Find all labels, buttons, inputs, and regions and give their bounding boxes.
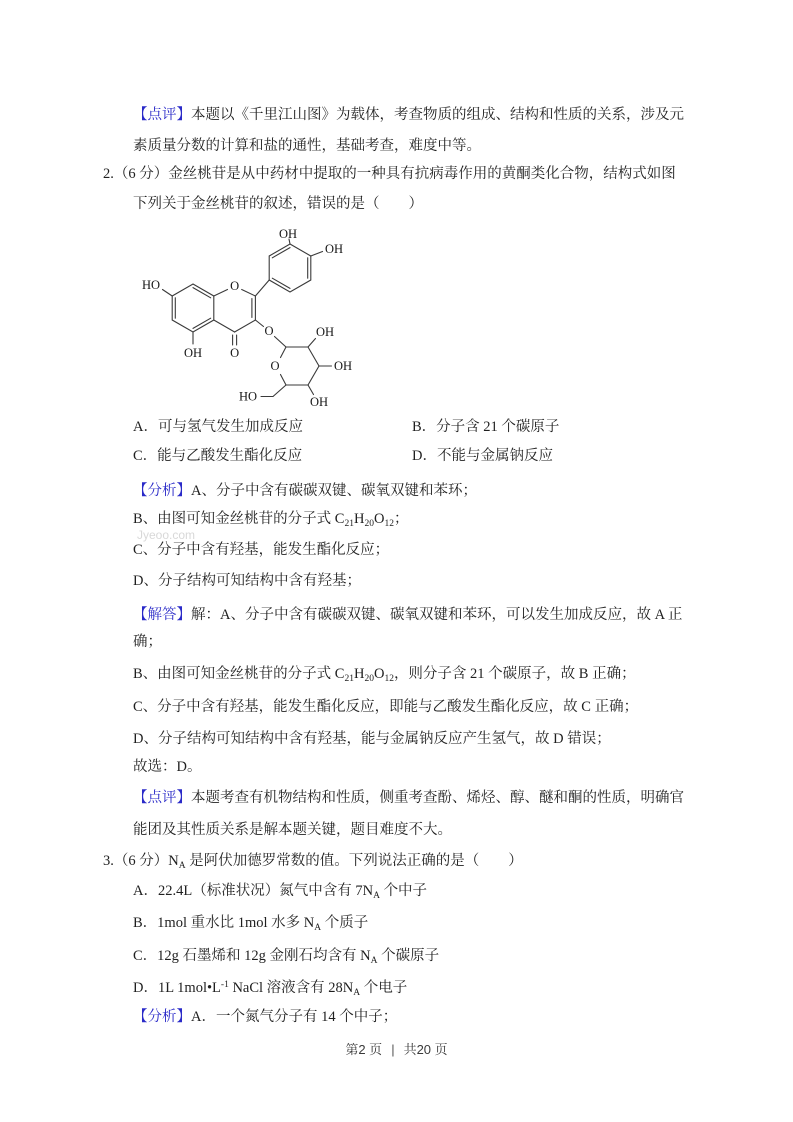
analysis-label: 【分析】: [133, 1009, 191, 1025]
q2-answer-line-4: C、分子中含有羟基，能发生酯化反应，即能与乙酸发生酯化反应，故 C 正确；: [133, 699, 639, 715]
footer-separator: |: [391, 1042, 395, 1057]
q2-analysis-line-4: D、分子结构可知结构中含有羟基；: [133, 573, 361, 589]
q3-number: 3.: [103, 853, 114, 869]
q2-review-line-2: 能团及其性质关系是解本题关键，题目难度不大。: [133, 822, 452, 838]
footer-page-number: 第2 页: [345, 1042, 383, 1057]
answer-text: 解：A、分子中含有碳碳双键、碳氧双键和苯环，可以发生加成反应，故 A 正: [191, 607, 683, 623]
review-label: 【点评】: [133, 107, 191, 123]
q2-option-b: B．分子含 21 个碳原子: [412, 419, 560, 435]
analysis-label: 【分析】: [133, 483, 191, 499]
q3-option-a: A．22.4L（标准状况）氮气中含有 $7N_A$ 个中子: [133, 883, 428, 901]
q2-answer-line-5: D、分子结构可知结构中含有羟基，能与金属钠反应产生氢气，故 D 错误；: [133, 731, 611, 747]
atom-label-pyran-o: O: [230, 279, 240, 293]
atom-label-oh5: OH: [183, 346, 203, 360]
q2-analysis-line-2: B、由图可知金丝桃苷的分子式 $C_{21}H_{20}O_{12}$；: [133, 511, 409, 529]
atom-label-sugar-oh4: OH: [309, 395, 329, 409]
q3-stem-text: （6 分）$N_A$ 是阿伏加德罗常数的值。下列说法正确的是（ ）: [113, 853, 523, 871]
q3-option-c: C．12g 石墨烯和 12g 金刚石均含有 $N_A$ 个碳原子: [133, 948, 440, 966]
q2-option-a: A．可与氢气发生加成反应: [133, 419, 303, 435]
q2-number: 2.: [103, 166, 114, 182]
atom-label-ho7: HO: [141, 278, 161, 292]
hyperoside-structure-image: [135, 228, 365, 410]
atom-label-catechol-oh-right: OH: [324, 242, 344, 256]
q3-option-d: D．1L $1mol•L^{-1}$ NaCl 溶液含有 $28N_A$ 个电子: [133, 980, 408, 998]
q2-option-d: D．不能与金属钠反应: [412, 448, 553, 464]
footer-total-pages: 共20 页: [403, 1042, 448, 1057]
review-label: 【点评】: [133, 790, 191, 806]
q2-answer-line-2: 确；: [133, 634, 162, 650]
analysis-text: A．一个氮气分子有 14 个中子；: [191, 1009, 398, 1025]
review-text: 本题考查有机物结构和性质，侧重考查酚、烯烃、醇、醚和酮的性质，明确官: [191, 790, 684, 806]
q2-option-c: C．能与乙酸发生酯化反应: [133, 448, 303, 464]
analysis-text: A、分子中含有碳碳双键、碳氧双键和苯环；: [191, 483, 477, 499]
review-text: 本题以《千里江山图》为载体，考查物质的组成、结构和性质的关系，涉及元: [191, 107, 684, 123]
q2-review-line-1: [133, 790, 684, 807]
atom-label-sugar-ring-o: O: [270, 359, 280, 373]
q2-answer-line-3: B、由图可知金丝桃苷的分子式 $C_{21}H_{20}O_{12}$，则分子含 21 个碳原子，故 B 正确；: [133, 666, 636, 684]
q2-analysis-line-1: [133, 483, 477, 500]
q1-review-line-2: 素质量分数的计算和盐的通性，基础考查，难度中等。: [133, 138, 481, 154]
q2-answer-line-1: [133, 607, 682, 624]
atom-label-sugar-oh3: OH: [333, 359, 353, 373]
q2-stem-line-1: [103, 166, 676, 183]
q2-stem-text: 金丝桃苷是从中药材中提取的一种具有抗病毒作用的黄酮类化合物，结构式如图: [168, 166, 676, 182]
q2-score: （6 分）: [113, 166, 169, 182]
page-footer: [0, 1039, 793, 1058]
answer-label: 【解答】: [133, 607, 191, 623]
atom-label-sugar-ho6: HO: [238, 389, 258, 404]
q3-option-b: B．1mol 重水比 1mol 水多 $N_A$ 个质子: [133, 915, 369, 933]
q3-stem: [103, 853, 523, 870]
q2-stem-line-2: 下列关于金丝桃苷的叙述，错误的是（ ）: [133, 196, 423, 212]
atom-label-glycosidic-o: O: [264, 324, 274, 338]
atom-label-ketone-o: O: [230, 346, 240, 360]
watermark: Jyeoo.com: [137, 528, 196, 542]
atom-label-sugar-oh2: OH: [315, 325, 335, 339]
atom-label-catechol-oh-top: OH: [278, 228, 298, 241]
q3-analysis-line-1: [133, 1009, 397, 1026]
q1-review-line-1: [133, 107, 684, 124]
q2-answer-conclusion: 故选：D。: [133, 759, 202, 775]
q2-analysis-line-3: C、分子中含有羟基，能发生酯化反应；: [133, 542, 390, 558]
